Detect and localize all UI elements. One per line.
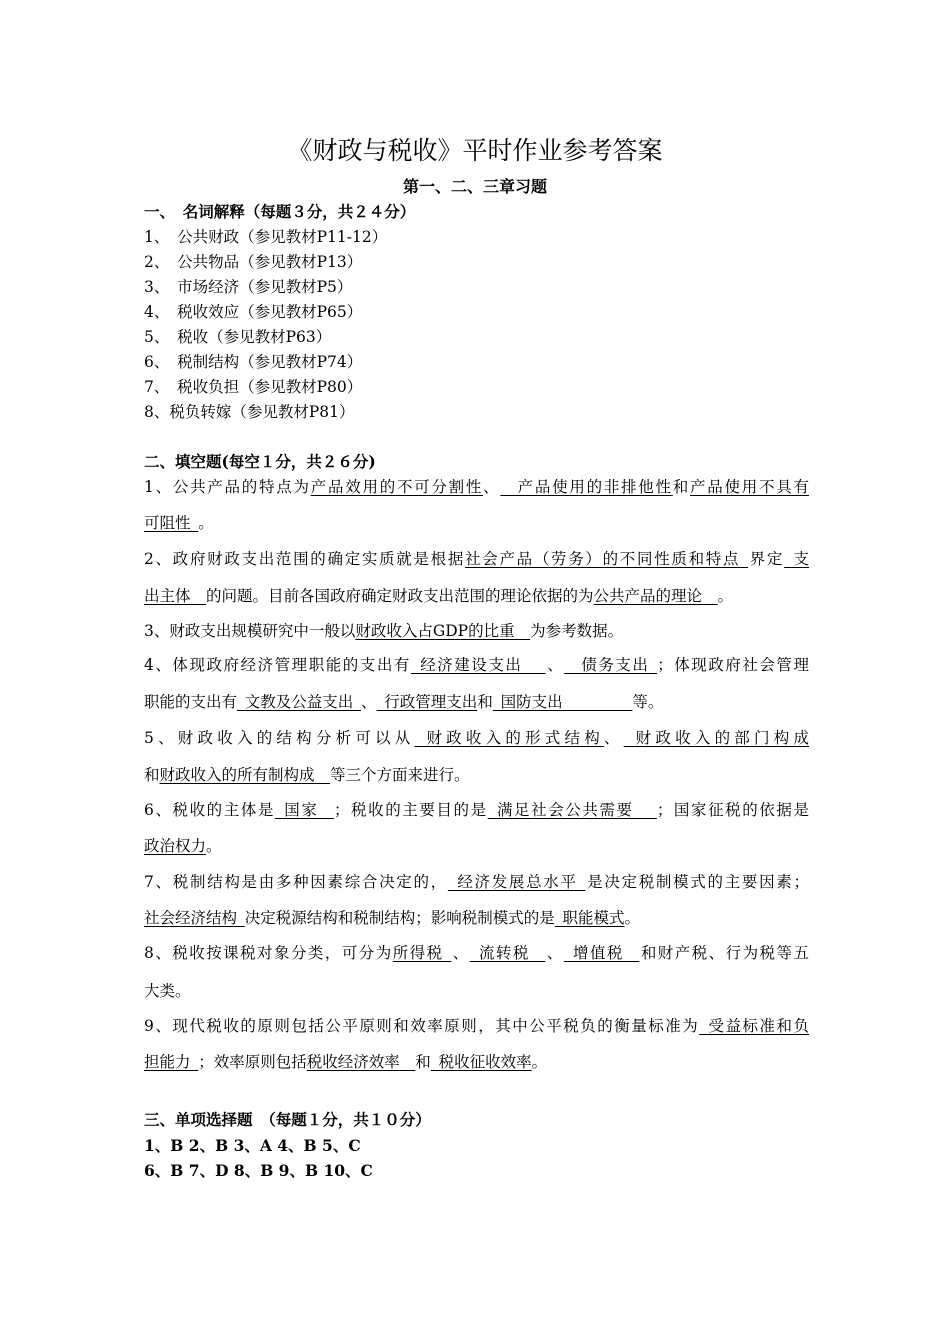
answer-blank: 税收征收效率 xyxy=(438,1053,532,1071)
answer-blank: 社会产品（劳务）的不同性质和特点 xyxy=(465,550,741,568)
answer-blank: 财政收入的形式结构 xyxy=(422,729,604,747)
fill-question-8: 8、税收按课税对象分类，可分为所得税 、 流转税 、 增值税 和财产税、行为税等五 xyxy=(144,944,809,962)
fill-question-2-cont: 出主体 的问题。目前各国政府确定财政支出范围的理论依据的为公共产品的理论 。 xyxy=(144,587,734,605)
answer-blank: 职能模式 xyxy=(562,909,625,927)
fill-question-4: 4、体现政府经济管理职能的支出有 经济建设支出 、 债务支出 ；体现政府社会管理 xyxy=(144,656,809,674)
page-subtitle: 第一、二、三章习题 xyxy=(402,177,547,196)
term-item-8: 8、税负转嫁（参见教材P81） xyxy=(144,403,355,421)
answer-blank: 税收经济效率 xyxy=(306,1053,400,1071)
answer-blank: 支 xyxy=(791,550,809,568)
term-item-3: 3、 市场经济（参见教材P5） xyxy=(144,278,353,296)
answer-blank: 国防支出 xyxy=(500,693,563,711)
answer-blank: 公共产品的理论 xyxy=(593,587,703,605)
fill-question-9-cont: 担能力 ；效率原则包括税收经济效率 和 税收征收效率。 xyxy=(144,1053,548,1071)
answer-blank: 经济发展总水平 xyxy=(455,873,578,891)
fill-question-4-cont: 职能的支出有 文教及公益支出 、 行政管理支出和 国防支出 等。 xyxy=(144,693,664,711)
answer-blank: 政治权力 xyxy=(144,837,207,855)
answer-row-1: 1、B 2、B 3、A 4、B 5、C xyxy=(144,1136,361,1155)
answer-blank: 国家 xyxy=(282,801,319,819)
answer-blank: 经济建设支出 xyxy=(418,656,523,674)
answer-blank: 满足社会公共需要 xyxy=(495,801,634,819)
term-item-2: 2、 公共物品（参见教材P13） xyxy=(144,253,363,271)
answer-blank: 债务支出 xyxy=(579,656,650,674)
fill-question-6: 6、税收的主体是 国家 ；税收的主要目的是 满足社会公共需要 ；国家征税的依据是 xyxy=(144,801,809,819)
answer-blank: 担能力 xyxy=(144,1053,191,1071)
page-title: 《财政与税收》平时作业参考答案 xyxy=(287,136,663,165)
fill-question-6-cont: 政治权力。 xyxy=(144,837,222,855)
answer-blank: 产品效用的不可分割性 xyxy=(310,478,484,496)
fill-question-2: 2、政府财政支出范围的确定实质就是根据社会产品（劳务）的不同性质和特点 界定 支 xyxy=(144,550,809,568)
answer-blank: 社会经济结构 xyxy=(144,909,238,927)
answer-blank: 财政收入的所有制构成 xyxy=(159,766,315,784)
answer-blank: 所得税 xyxy=(392,944,444,962)
answer-blank: 可阻性 xyxy=(144,514,191,532)
answer-blank: 受益标准和负 xyxy=(707,1017,809,1035)
term-item-1: 1、 公共财政（参见教材P11-12） xyxy=(144,228,388,246)
fill-question-5: 5、财政收入的结构分析可以从 财政收入的形式结构、 财政收入的部门构成 xyxy=(144,729,809,747)
section3-header: 三、单项选择题 （每题１分，共１０分） xyxy=(144,1110,431,1129)
fill-question-5-cont: 和财政收入的所有制构成 等三个方面来进行。 xyxy=(144,766,470,784)
fill-question-1-cont: 可阻性 。 xyxy=(144,514,214,532)
section2-header: 二、填空题(每空１分，共２６分) xyxy=(144,452,376,471)
answer-blank: 财政收入占GDP的比重 xyxy=(355,622,515,640)
answer-blank: 文教及公益支出 xyxy=(244,693,354,711)
answer-blank: 增值税 xyxy=(571,944,624,962)
fill-question-9: 9、现代税收的原则包括公平原则和效率原则，其中公平税负的衡量标准为 受益标准和负 xyxy=(144,1017,809,1035)
term-item-4: 4、 税收效应（参见教材P65） xyxy=(144,303,363,321)
section1-header: 一、 名词解释（每题３分，共２４分） xyxy=(144,202,416,221)
fill-question-8-cont: 大类。 xyxy=(144,982,191,1000)
term-item-5: 5、 税收（参见教材P63） xyxy=(144,328,332,346)
answer-blank: 行政管理支出 xyxy=(384,693,478,711)
term-item-7: 7、 税收负担（参见教材P80） xyxy=(144,378,363,396)
term-item-6: 6、 税制结构（参见教材P74） xyxy=(144,353,363,371)
fill-question-1: 1、公共产品的特点为产品效用的不可分割性、 产品使用的非排他性和产品使用不具有 xyxy=(144,478,809,496)
answer-blank: 出主体 xyxy=(144,587,191,605)
fill-question-3: 3、财政支出规模研究中一般以财政收入占GDP的比重 为参考数据。 xyxy=(144,622,624,640)
answer-blank: 财政收入的部门构成 xyxy=(631,729,809,747)
answer-blank: 产品使用不具有 xyxy=(690,478,809,496)
answer-blank: 流转税 xyxy=(477,944,530,962)
fill-question-7: 7、税制结构是由多种因素综合决定的， 经济发展总水平 是决定税制模式的主要因素； xyxy=(144,873,809,891)
fill-question-7-cont: 社会经济结构 决定税源结构和税制结构；影响税制模式的是 职能模式。 xyxy=(144,909,641,927)
answer-row-2: 6、B 7、D 8、B 9、B 10、C xyxy=(144,1161,373,1180)
answer-blank: 产品使用的非排他性 xyxy=(515,478,673,496)
